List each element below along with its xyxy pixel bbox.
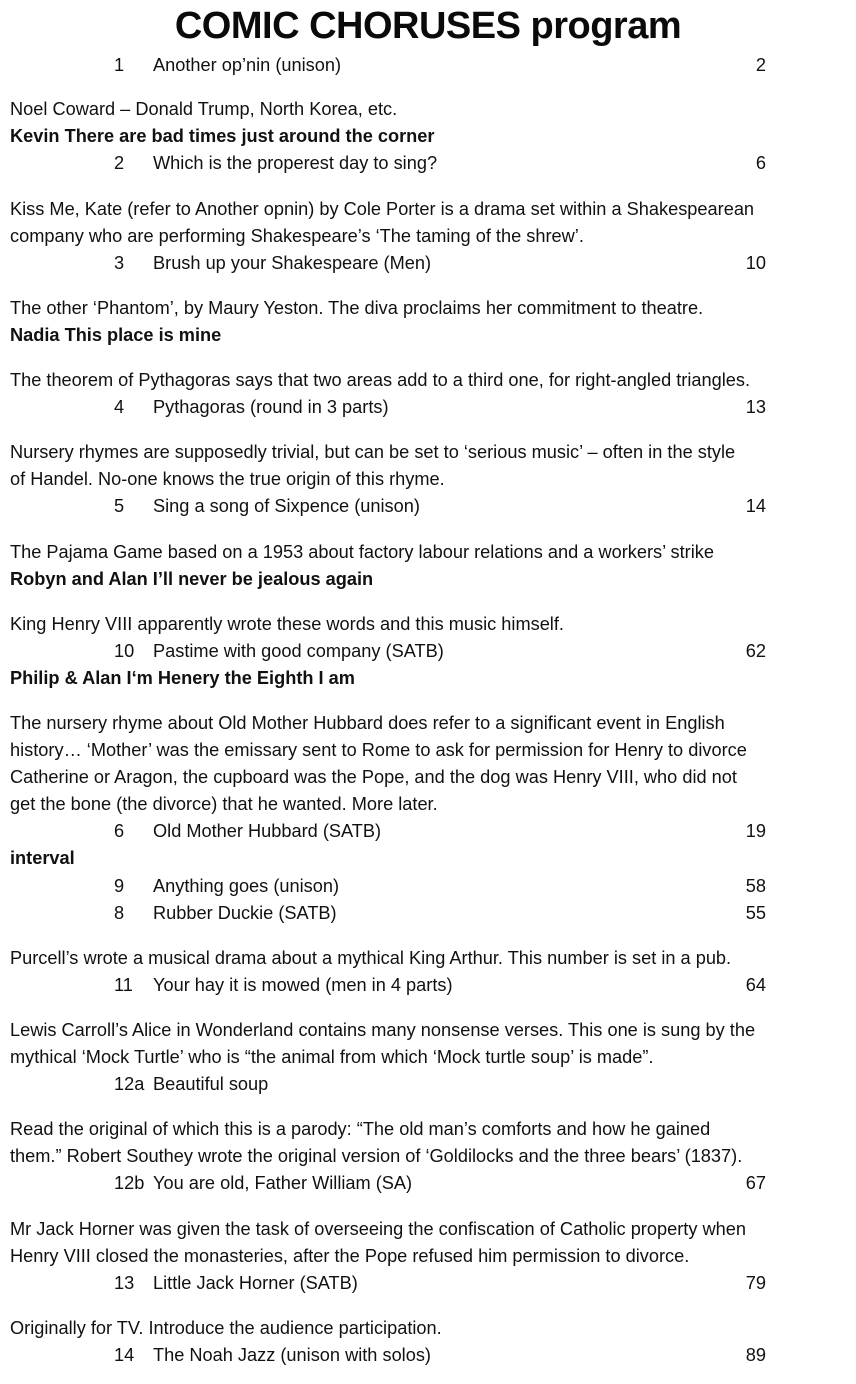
description-line: get the bone (the divorce) that he wanted. More later.: [10, 794, 438, 814]
item-title: Another op’nin (unison): [153, 55, 342, 75]
item-page: 55: [745, 903, 766, 923]
item-title: Anything goes (unison): [153, 876, 340, 896]
description-line: of Handel. No-one knows the true origin of this rhyme.: [10, 469, 445, 489]
item-title: Sing a song of Sixpence (unison): [153, 496, 420, 516]
item-title: You are old, Father William (SA): [153, 1173, 413, 1193]
item-number: 13: [114, 1273, 135, 1293]
program-item: [0, 1342, 856, 1369]
item-number: 12b: [114, 1173, 145, 1193]
program-item: [0, 250, 856, 277]
description-line: King Henry VIII apparently wrote these words and this music himself.: [10, 614, 564, 634]
item-title: Pastime with good company (SATB): [153, 641, 444, 661]
program-item: [0, 818, 856, 845]
item-page: 19: [745, 821, 766, 841]
item-title: Beautiful soup: [153, 1074, 269, 1094]
description-line: Henry VIII closed the monasteries, after the Pope refused him permission to divorce.: [10, 1246, 690, 1266]
program-item: [0, 1170, 856, 1197]
program-item: [0, 493, 856, 520]
program-item: [0, 972, 856, 999]
description-line: The theorem of Pythagoras says that two areas add to a third one, for right-angled triangles.: [10, 370, 751, 390]
description-line: history… ‘Mother’ was the emissary sent to Rome to ask for permission for Henry to divorce: [10, 740, 747, 760]
description-line: Read the original of which this is a parody: “The old man’s comforts and how he gained: [10, 1119, 711, 1139]
item-number: 10: [114, 641, 135, 661]
description-line: company who are performing Shakespeare’s ‘The taming of the shrew’.: [10, 226, 584, 246]
item-title: Brush up your Shakespeare (Men): [153, 253, 432, 273]
item-page: 6: [755, 153, 766, 173]
item-number: 3: [114, 253, 125, 273]
program-item: [0, 150, 856, 177]
description-line: mythical ‘Mock Turtle’ who is “the animal from which ‘Mock turtle soup’ is made”.: [10, 1047, 654, 1067]
item-page: 64: [745, 975, 766, 995]
performer-line: Philip & Alan I‘m Henery the Eighth I am: [10, 668, 355, 688]
description-line: Purcell’s wrote a musical drama about a mythical King Arthur. This number is set in a pub.: [10, 948, 732, 968]
item-title: Pythagoras (round in 3 parts): [153, 397, 389, 417]
performer-line: Kevin There are bad times just around the corner: [10, 126, 435, 146]
item-title: Little Jack Horner (SATB): [153, 1273, 358, 1293]
item-number: 2: [114, 153, 125, 173]
item-title: Old Mother Hubbard (SATB): [153, 821, 382, 841]
item-page: 13: [745, 397, 766, 417]
item-title: Your hay it is mowed (men in 4 parts): [153, 975, 453, 995]
item-number: 1: [114, 55, 125, 75]
description-line: Kiss Me, Kate (refer to Another opnin) by Cole Porter is a drama set within a Shakespearean: [10, 199, 755, 219]
description-line: them.” Robert Southey wrote the original version of ‘Goldilocks and the three bears’ (1837).: [10, 1146, 743, 1166]
item-number: 11: [114, 975, 133, 995]
description-line: Lewis Carroll’s Alice in Wonderland contains many nonsense verses. This one is sung by the: [10, 1020, 756, 1040]
item-title: The Noah Jazz (unison with solos): [153, 1345, 431, 1365]
item-page: 62: [745, 641, 766, 661]
description-line: Nursery rhymes are supposedly trivial, but can be set to ‘serious music’ – often in the style: [10, 442, 736, 462]
item-page: 89: [745, 1345, 766, 1365]
item-number: 8: [114, 903, 125, 923]
page-title: COMIC CHORUSES program: [174, 5, 682, 47]
item-number: 4: [114, 397, 125, 417]
item-number: 6: [114, 821, 125, 841]
description-line: The other ‘Phantom’, by Maury Yeston. The diva proclaims her commitment to theatre.: [10, 298, 704, 318]
item-title: Rubber Duckie (SATB): [153, 903, 337, 923]
item-number: 12a: [114, 1074, 145, 1094]
item-number: 9: [114, 876, 125, 896]
program-item: [0, 52, 856, 79]
item-page: 79: [745, 1273, 766, 1293]
description-line: Noel Coward – Donald Trump, North Korea, etc.: [10, 99, 398, 119]
program-item: [0, 900, 856, 927]
item-title: Which is the properest day to sing?: [153, 153, 438, 173]
program-item: [0, 638, 856, 665]
item-page: 14: [745, 496, 766, 516]
performer-line: Robyn and Alan I’ll never be jealous again: [10, 569, 374, 589]
item-page: 58: [745, 876, 766, 896]
description-line: The Pajama Game based on a 1953 about factory labour relations and a workers’ strike: [10, 542, 714, 562]
program-item: [0, 1270, 856, 1297]
interval-label: interval: [10, 848, 75, 868]
item-page: 67: [745, 1173, 766, 1193]
description-line: Originally for TV. Introduce the audience participation.: [10, 1318, 442, 1338]
item-page: 10: [745, 253, 766, 273]
program-item: [0, 394, 856, 421]
performer-line: Nadia This place is mine: [10, 325, 222, 345]
description-line: The nursery rhyme about Old Mother Hubbard does refer to a significant event in English: [10, 713, 725, 733]
item-number: 14: [114, 1345, 135, 1365]
program-item: [0, 1071, 856, 1098]
item-number: 5: [114, 496, 125, 516]
description-line: Mr Jack Horner was given the task of overseeing the confiscation of Catholic property when: [10, 1219, 746, 1239]
description-line: Catherine or Aragon, the cupboard was the Pope, and the dog was Henry VIII, who did not: [10, 767, 737, 787]
item-page: 2: [755, 55, 766, 75]
program-item: [0, 873, 856, 900]
